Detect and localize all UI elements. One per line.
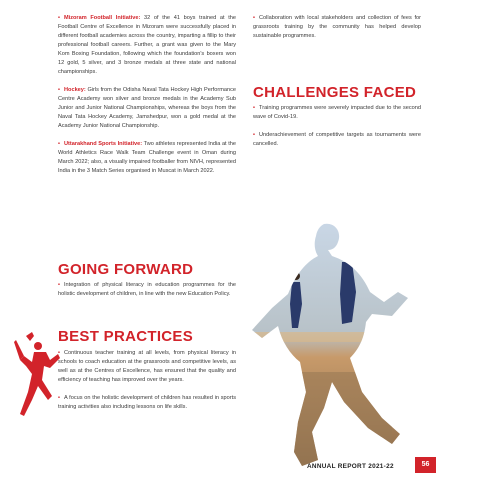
best-practices-list [58, 349, 236, 421]
best-practice-item [58, 349, 236, 385]
going-forward-heading: GOING FORWARD [58, 261, 194, 278]
collaboration-item [253, 14, 421, 41]
uttarakhand-paragraph [58, 140, 236, 176]
best-practice-item [58, 394, 236, 412]
hockey-lead: Hockey: [64, 87, 86, 93]
collaboration-text: Collaboration with local stakeholders and collection of fees for grassroots training by the community has helped develop sustainable programmes. [253, 15, 421, 39]
best-practices-heading: BEST PRACTICES [58, 328, 194, 345]
bullet: • [58, 282, 60, 288]
uttarakhand-text: Two athletes represented India at the World Athletics Race Walk Team Challenge event in Oman during March 2022; also, a visually impaired footballer from NIVH, represented India in the 3 Match Series organised in Muscat in March 2022. [58, 141, 237, 174]
hockey-player-photo [232, 222, 422, 468]
challenge-item-text: Training programmes were severely impacted due to the second wave of Covid-19. [253, 105, 421, 120]
bullet: • [58, 15, 60, 21]
mizoram-text: 32 of the 41 boys trained at the Football Centre of Excellence in Mizoram were successfully placed in different football academies across the country, imparting a fillip to their professional football careers. Further, a grant was given to the Mary Kom Boxing Foundation, following which the foundation's boxers won 12 gold, 5 silver, and 3 bronze medals at three state and national championships. [58, 15, 236, 75]
bullet: • [58, 141, 60, 147]
bullet: • [253, 105, 255, 111]
challenge-item-text: Underachievement of competitive targets as tournaments were cancelled. [253, 132, 421, 147]
challenge-item [253, 131, 421, 149]
bullet: • [58, 87, 60, 93]
going-forward-list [58, 281, 236, 308]
best-practice-item-text: Continuous teacher training at all levels, from physical literacy in schools to coach education at the grassroots and competitive levels, as well as at the Centres of Excellence, has ensured that the quality and efficiency of teaching has improved over the years. [58, 350, 236, 383]
right-column [253, 14, 421, 50]
uttarakhand-lead: Uttarakhand Sports Initiative: [64, 141, 143, 147]
challenge-item [253, 104, 421, 122]
hockey-paragraph [58, 86, 236, 131]
page-number: 56 [415, 457, 436, 473]
mizoram-paragraph [58, 14, 236, 77]
mizoram-lead: Mizoram Football Initiative: [64, 15, 141, 21]
going-forward-item [58, 281, 236, 299]
badminton-player-silhouette [12, 330, 62, 420]
bullet: • [58, 350, 60, 356]
bullet: • [253, 132, 255, 138]
challenges-list [253, 104, 421, 158]
bullet: • [58, 395, 60, 401]
best-practice-item-text: A focus on the holistic development of children has resulted in sports training activities also including lessons on life skills. [58, 395, 236, 410]
left-column [58, 14, 236, 185]
report-title: ANNUAL REPORT 2021-22 [307, 463, 394, 470]
going-forward-item-text: Integration of physical literacy in education programmes for the holistic development of children, in line with the new Education Policy. [58, 282, 236, 297]
hockey-text: Girls from the Odisha Naval Tata Hockey High Performance Centre Academy won silver and bronze medals in the Academy Sub Junior and Junior National Championships, whereas the boys from the Naval Tata Hockey Academy, Jamshedpur, won a gold medal at the Academy Junior National Championship. [58, 87, 236, 129]
bullet: • [253, 15, 255, 21]
challenges-heading: CHALLENGES FACED [253, 84, 417, 101]
